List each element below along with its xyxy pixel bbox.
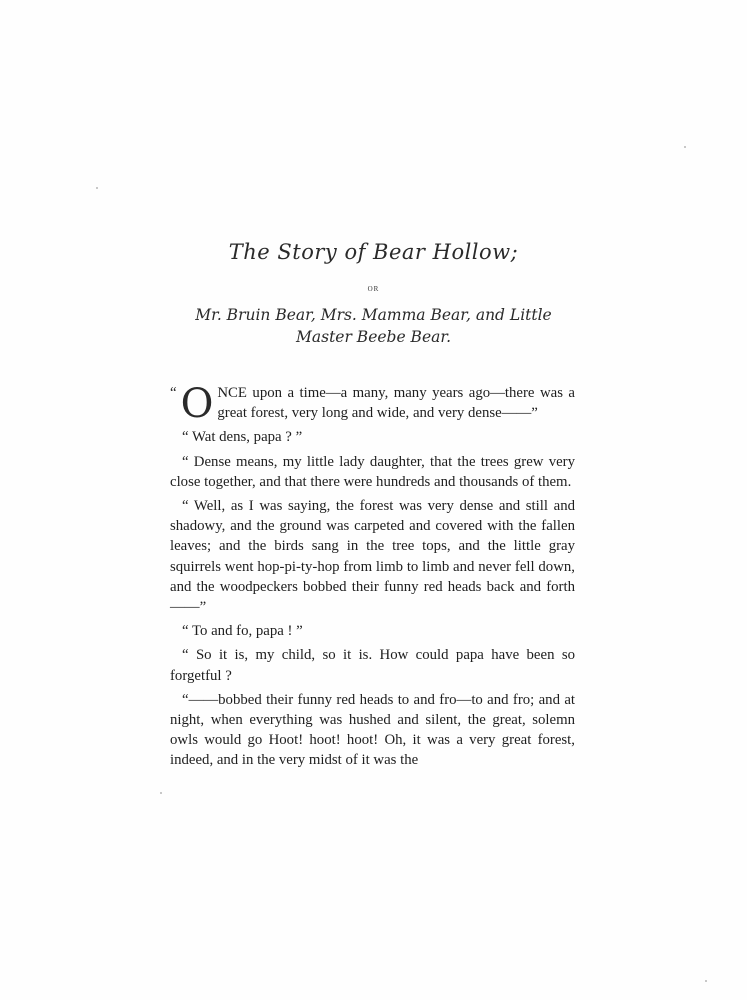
paragraph-3: “ Dense means, my little lady daughter, that the trees grew very close together, and that there were hundreds and thousands of them. <box>170 453 575 490</box>
paragraph-2: “ Wat dens, papa ? ” <box>182 429 303 446</box>
paper-speck <box>684 146 686 148</box>
story-subtitle: Mr. Bruin Bear, Mrs. Mamma Bear, and Little Master Beebe Bear. <box>195 306 552 346</box>
paragraph-6: “ So it is, my child, so it is. How could papa have been so forgetful ? <box>170 647 575 684</box>
drop-cap: O <box>180 381 214 427</box>
paper-speck <box>160 792 162 794</box>
paragraph-7: “——bobbed their funny red heads to and fro—to and fro; and at night, when everything was hushed and silent, the great, solemn owls would go Hoot! hoot! hoot! Oh, it was a very great forest, indeed, and in the very midst of it was the <box>170 691 575 769</box>
story-body <box>170 383 575 775</box>
paper-speck <box>705 980 707 982</box>
paragraph-text: NCE upon a time—a many, many years ago—there was a great forest, very long and wide, and very dense——” <box>217 385 575 422</box>
opening-quote: “ <box>170 385 177 401</box>
paragraph-1 <box>170 381 575 427</box>
paragraph-4: “ Well, as I was saying, the forest was very dense and still and shadowy, and the ground was carpeted and covered with the fallen leaves; and the birds sang in the tree tops, and the little gray squirrels went hop-pi-ty-hop from limb to limb and never fell down, and the woodpeckers bobbed their funny red heads back and forth——” <box>170 498 575 616</box>
paper-speck <box>96 187 98 189</box>
title-or-separator: OR <box>367 285 380 293</box>
story-title: The Story of Bear Hollow; <box>228 240 519 264</box>
paragraph-5: “ To and fo, papa ! ” <box>182 623 303 640</box>
